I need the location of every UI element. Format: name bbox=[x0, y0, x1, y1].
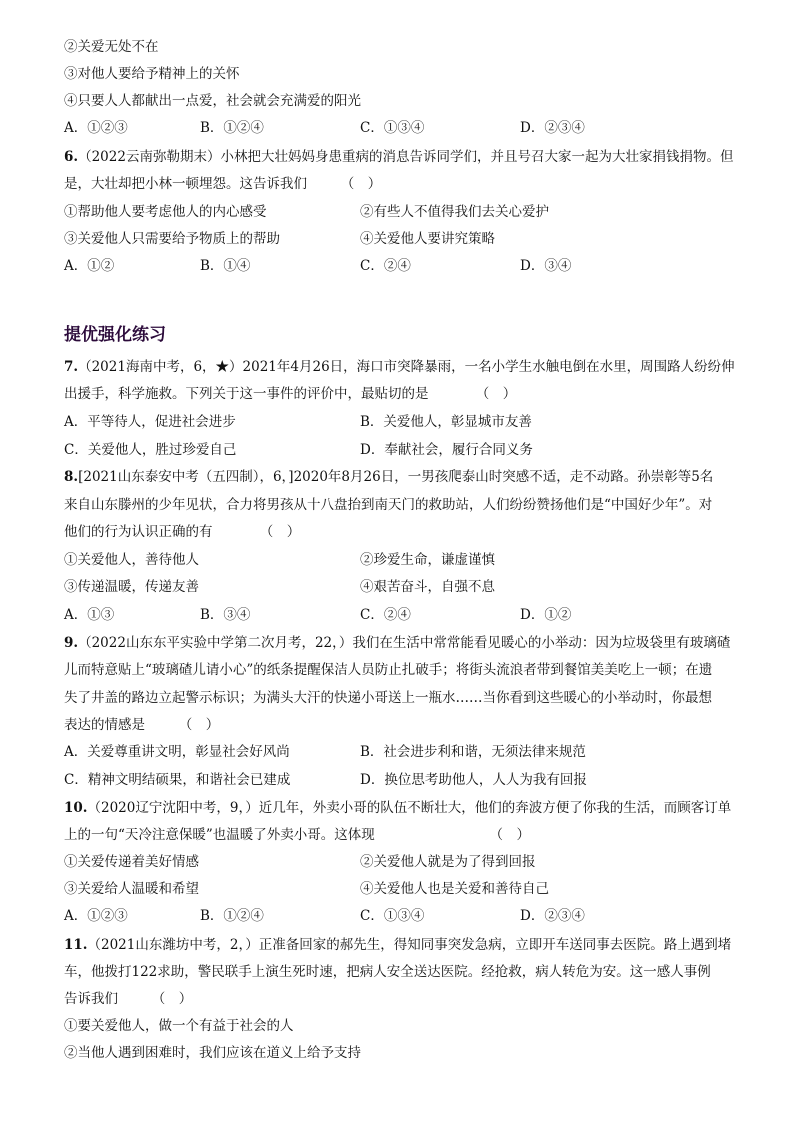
q10-item-1: ①关爱传递着美好情感 bbox=[64, 854, 199, 870]
q8-stem-line-1: 8.[2021山东泰安中考（五四制），6，]2020年8月26日，一男孩爬泰山时突感不适，走不动路。孙崇彰等5名 bbox=[64, 469, 714, 485]
q11-item-1: ①要关爱他人，做一个有益于社会的人 bbox=[64, 1018, 294, 1034]
prev-option-d: D．②③④ bbox=[520, 120, 585, 136]
prev-item-4: ④只要人人都献出一点爱，社会就会充满爱的阳光 bbox=[64, 93, 361, 109]
q10-item-2: ②关爱他人就是为了得到回报 bbox=[360, 854, 536, 870]
q10-stem-line-1: 10.（2020辽宁沈阳中考，9，）近几年，外卖小哥的队伍不断壮大，他们的奔波方便了你我的生活，而顾客订单 bbox=[64, 800, 732, 816]
q10-option-a: A．①②③ bbox=[64, 908, 128, 924]
q8-option-d: D．①② bbox=[520, 607, 572, 623]
q6-stem-line-1: 6.（2022云南弥勒期末）小林把大壮妈妈身患重病的消息告诉同学们，并且号召大家一起为大壮家捐钱捐物。但 bbox=[64, 149, 734, 165]
q8-stem-line-3: 他们的行为认识正确的有 （ ） bbox=[64, 524, 301, 540]
q9-option-d: D．换位思考助他人，人人为我有回报 bbox=[360, 772, 587, 788]
q10-item-3: ③关爱给人温暖和希望 bbox=[64, 881, 199, 897]
q8-item-2: ②珍爱生命，谦虚谨慎 bbox=[360, 552, 495, 568]
q9-stem-line-2: 儿而特意贴上“玻璃碴儿请小心”的纸条提醒保洁人员防止扎破手；将街头流浪者带到餐馆美美吃上一顿；在遗 bbox=[64, 662, 713, 678]
q11-stem-line-2: 车，他拨打122求助，警民联手上演生死时速，把病人安全送达医院。经抢救，病人转危为安。这一感人事例 bbox=[64, 964, 711, 980]
q8-item-1: ①关爱他人，善待他人 bbox=[64, 552, 199, 568]
prev-option-b: B．①②④ bbox=[200, 120, 264, 136]
prev-option-c: C．①③④ bbox=[360, 120, 425, 136]
q10-option-c: C．①③④ bbox=[360, 908, 425, 924]
q6-item-4: ④关爱他人要讲究策略 bbox=[360, 231, 495, 247]
q6-option-c: C．②④ bbox=[360, 258, 411, 274]
q8-option-c: C．②④ bbox=[360, 607, 411, 623]
q6-item-1: ①帮助他人要考虑他人的内心感受 bbox=[64, 204, 267, 220]
q11-item-2: ②当他人遇到困难时，我们应该在道义上给予支持 bbox=[64, 1045, 361, 1061]
q9-option-b: B．社会进步利和谐，无须法律来规范 bbox=[360, 744, 586, 760]
q11-stem-line-1: 11.（2021山东潍坊中考，2，）正准备回家的郝先生，得知同事突发急病，立即开车送同事去医院。路上遇到堵 bbox=[64, 937, 732, 953]
q9-number: 9. bbox=[64, 635, 79, 651]
q8-option-a: A．①③ bbox=[64, 607, 115, 623]
prev-option-a: A．①②③ bbox=[64, 120, 128, 136]
q8-option-b: B．③④ bbox=[200, 607, 251, 623]
q6-stem-line-2: 是，大壮却把小林一顿埋怨。这告诉我们 （ ） bbox=[64, 176, 382, 192]
q10-option-d: D．②③④ bbox=[520, 908, 585, 924]
q7-option-a: A．平等待人，促进社会进步 bbox=[64, 414, 236, 430]
q9-option-c: C．精神文明结硕果，和谐社会已建成 bbox=[64, 772, 291, 788]
q6-option-b: B．①④ bbox=[200, 258, 251, 274]
q7-option-c: C．关爱他人，胜过珍爱自己 bbox=[64, 442, 237, 458]
q10-stem-line-2: 上的一句“天冷注意保暖”也温暖了外卖小哥。这体现 （ ） bbox=[64, 827, 531, 843]
q11-stem-line-3: 告诉我们 （ ） bbox=[64, 991, 193, 1007]
q8-number: 8. bbox=[64, 469, 79, 485]
q10-option-b: B．①②④ bbox=[200, 908, 264, 924]
prev-item-2: ②关爱无处不在 bbox=[64, 39, 159, 55]
q9-option-a: A．关爱尊重讲文明，彰显社会好风尚 bbox=[64, 744, 290, 760]
q8-item-4: ④艰苦奋斗，自强不息 bbox=[360, 579, 495, 595]
q6-item-3: ③关爱他人只需要给予物质上的帮助 bbox=[64, 231, 280, 247]
q6-option-d: D．③④ bbox=[520, 258, 572, 274]
q7-option-b: B．关爱他人，彰显城市友善 bbox=[360, 414, 532, 430]
q7-stem-line-2: 出援手，科学施救。下列关于这一事件的评价中，最贴切的是 （ ） bbox=[64, 386, 517, 402]
q6-item-2: ②有些人不值得我们去关心爱护 bbox=[360, 204, 549, 220]
q11-number: 11. bbox=[64, 937, 88, 953]
q10-item-4: ④关爱他人也是关爱和善待自己 bbox=[360, 881, 549, 897]
q8-item-3: ③传递温暖，传递友善 bbox=[64, 579, 199, 595]
q8-stem-line-2: 来自山东滕州的少年见状，合力将男孩从十八盘抬到南天门的救助站，人们纷纷赞扬他们是“中国好少年”。对 bbox=[64, 497, 713, 513]
q6-number: 6. bbox=[64, 149, 79, 165]
q6-option-a: A．①② bbox=[64, 258, 115, 274]
q7-stem-line-1: 7.（2021海南中考，6，★）2021年4月26日，海口市突降暴雨，一名小学生水触电倒在水里，周围路人纷纷伸 bbox=[64, 359, 735, 375]
q10-number: 10. bbox=[64, 800, 88, 816]
q9-stem-line-3: 失了井盖的路边立起警示标识；为满头大汗的快递小哥送上一瓶水……当你看到这些暖心的小举动时，你最想 bbox=[64, 690, 712, 706]
prev-item-3: ③对他人要给予精神上的关怀 bbox=[64, 66, 240, 82]
section-title: 提优强化练习 bbox=[64, 325, 166, 345]
q9-stem-line-4: 表达的情感是 （ ） bbox=[64, 717, 220, 733]
q7-option-d: D．奉献社会，履行合同义务 bbox=[360, 442, 533, 458]
q9-stem-line-1: 9.（2022山东东平实验中学第二次月考，22，）我们在生活中常常能看见暖心的小举动：因为垃圾袋里有玻璃碴 bbox=[64, 635, 731, 651]
q7-number: 7. bbox=[64, 359, 79, 375]
